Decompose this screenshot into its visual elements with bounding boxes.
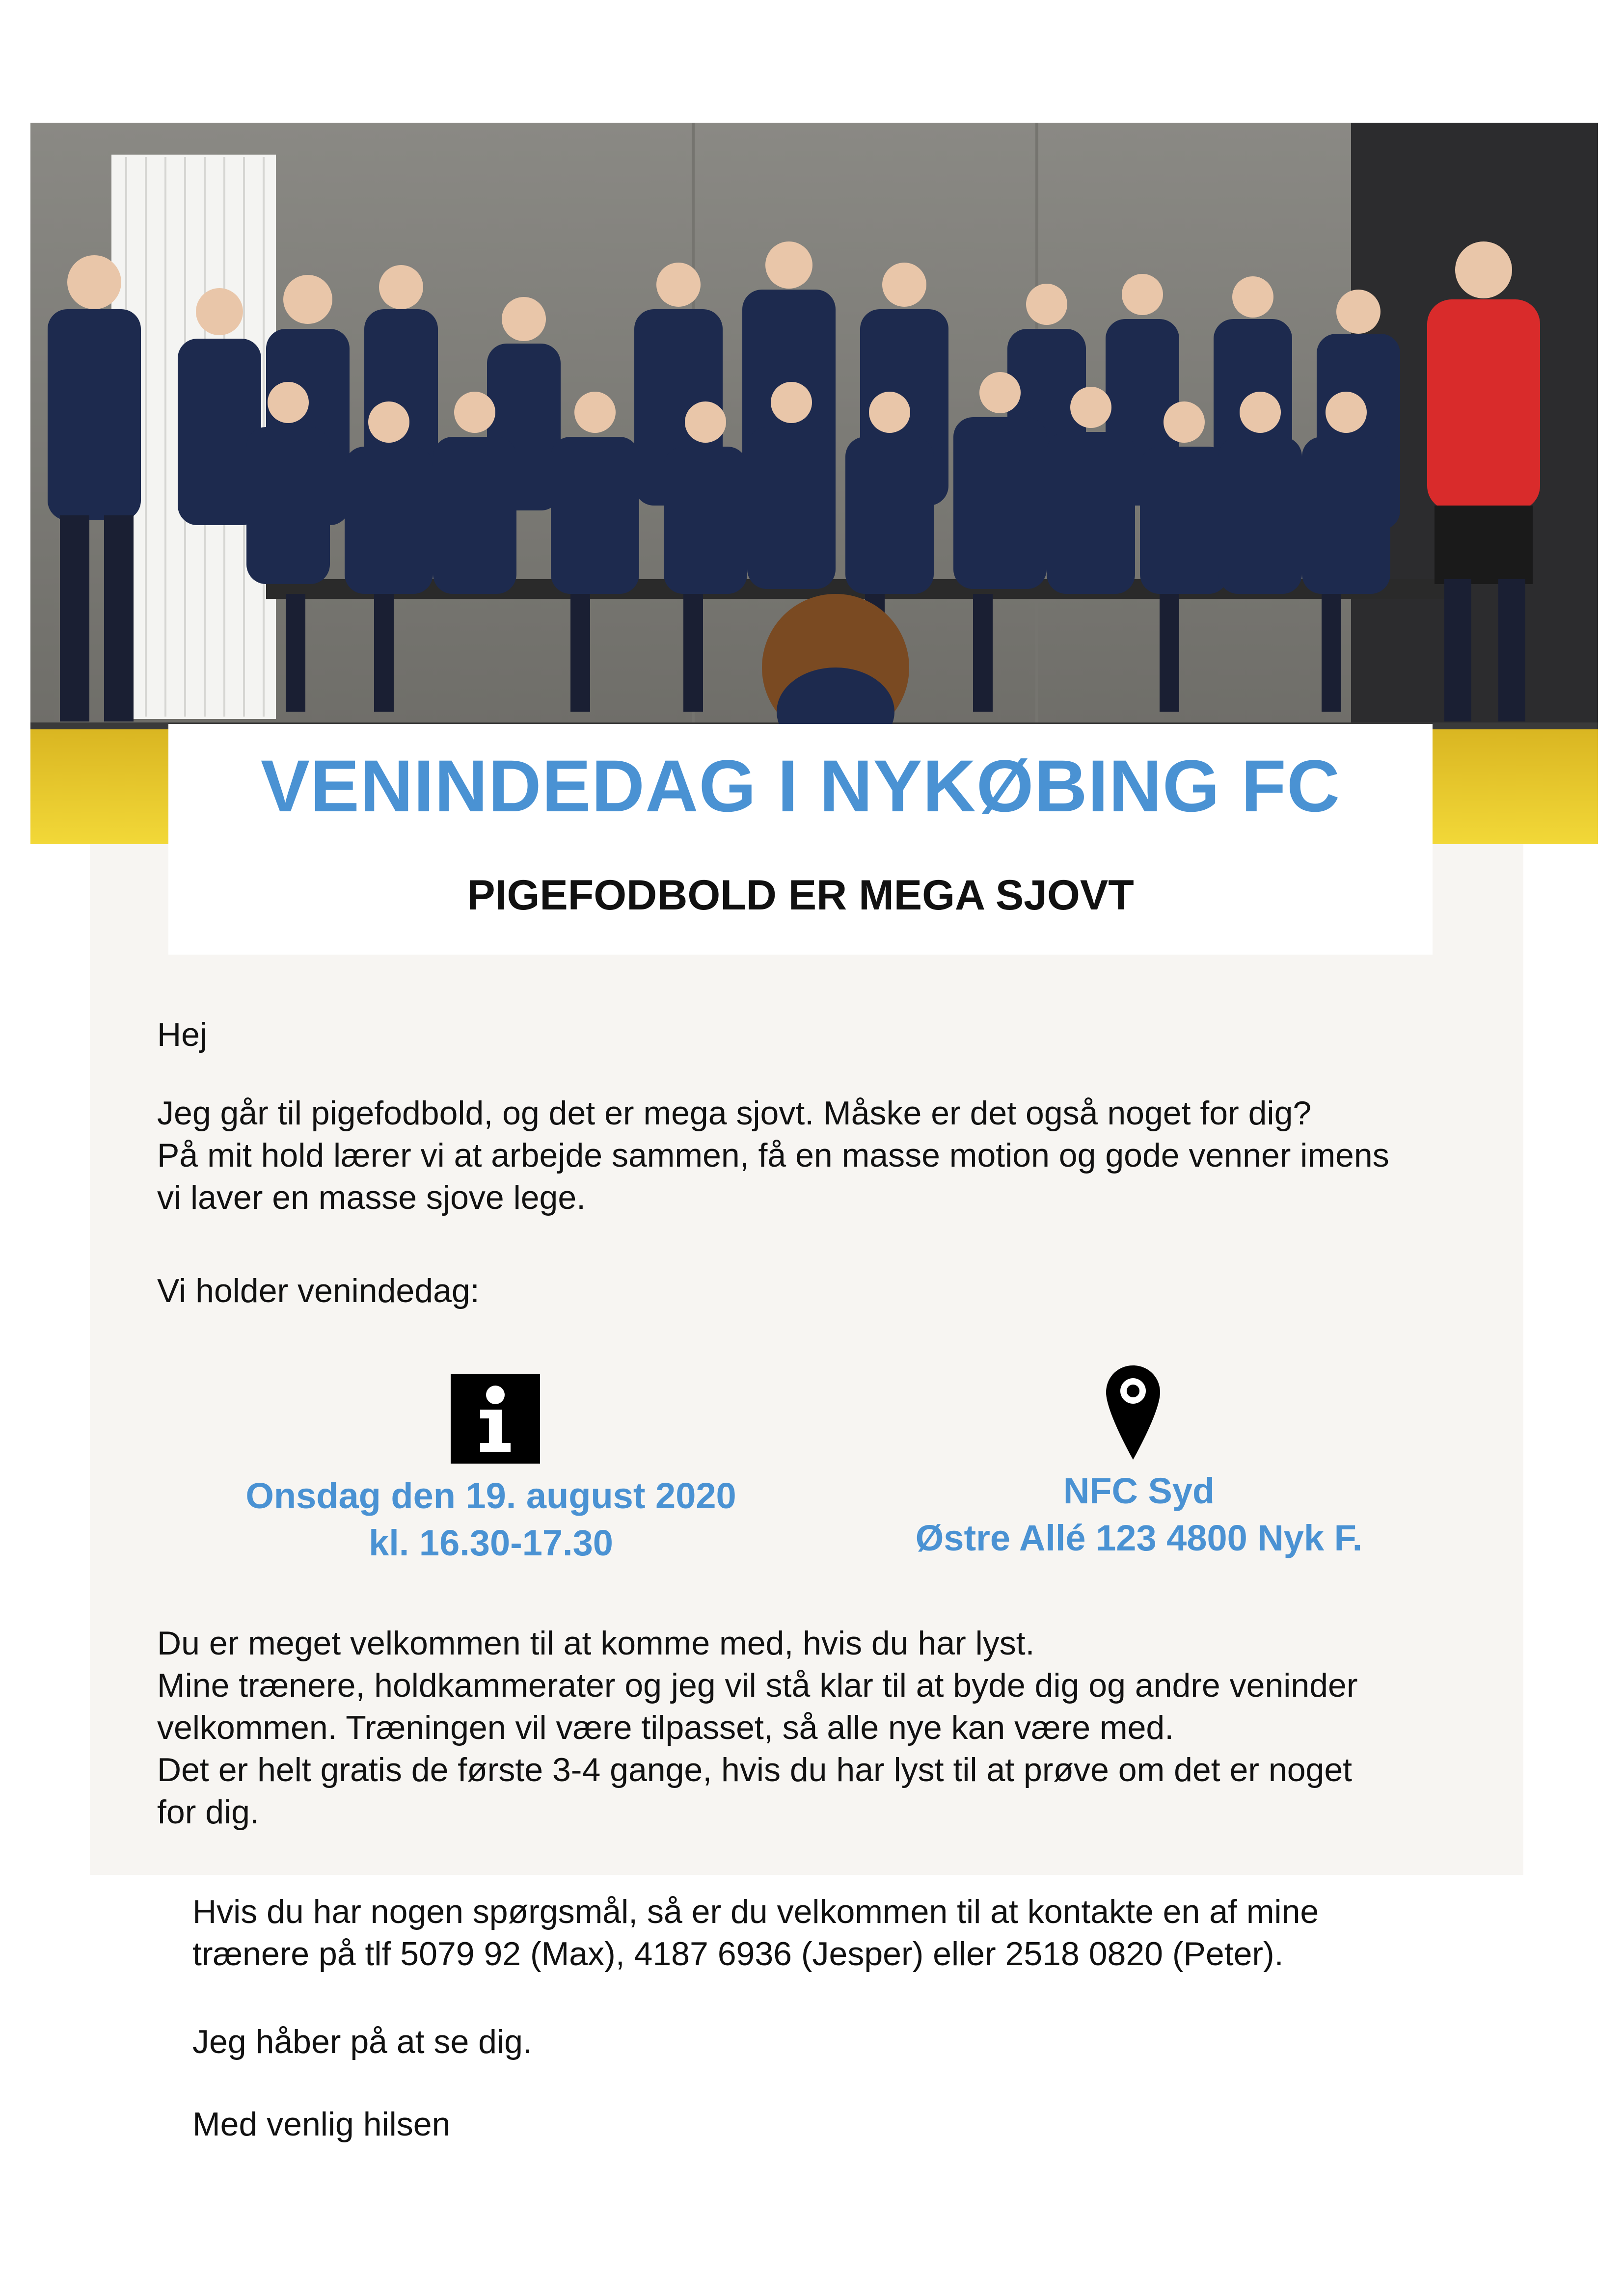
welcome-line: velkommen. Træningen vil være tilpasset, så alle nye kan være med. bbox=[157, 1709, 1174, 1746]
location-pin-icon bbox=[1106, 1365, 1160, 1460]
event-info bbox=[196, 1472, 785, 1567]
page-title: VENINDEDAG I NYKØBING FC bbox=[260, 745, 1341, 827]
info-icon bbox=[451, 1374, 540, 1464]
contact-line: trænere på tlf 5079 92 (Max), 4187 6936 (Jesper) eller 2518 0820 (Peter). bbox=[192, 1935, 1284, 1973]
greeting: Hej bbox=[157, 1016, 208, 1053]
intro-paragraph bbox=[157, 1092, 1389, 1219]
welcome-line: Det er helt gratis de første 3-4 gange, hvis du har lyst til at prøve om det er noget bbox=[157, 1751, 1353, 1789]
intro-line: Jeg går til pigefodbold, og det er mega sjovt. Måske er det også noget for dig? bbox=[157, 1095, 1312, 1132]
contact-line: Hvis du har nogen spørgsmål, så er du velkommen til at kontakte en af mine bbox=[192, 1893, 1319, 1930]
welcome-line: for dig. bbox=[157, 1793, 259, 1831]
location-name: NFC Syd bbox=[1063, 1470, 1215, 1511]
location-address: Østre Allé 123 4800 Nyk F. bbox=[915, 1518, 1363, 1558]
event-date: Onsdag den 19. august 2020 bbox=[245, 1475, 736, 1516]
location-info bbox=[844, 1468, 1434, 1562]
intro-line: På mit hold lærer vi at arbejde sammen, få en masse motion og gode venner imens bbox=[157, 1137, 1389, 1174]
page-subtitle: PIGEFODBOLD ER MEGA SJOVT bbox=[467, 872, 1134, 919]
intro-line: vi laver en masse sjove lege. bbox=[157, 1179, 586, 1216]
welcome-line: Du er meget velkommen til at komme med, hvis du har lyst. bbox=[157, 1625, 1035, 1662]
hope-line: Jeg håber på at se dig. bbox=[192, 2023, 532, 2060]
contact-paragraph bbox=[192, 1891, 1319, 1975]
lead-in: Vi holder venindedag: bbox=[157, 1272, 480, 1309]
welcome-paragraph bbox=[157, 1622, 1357, 1833]
event-time: kl. 16.30-17.30 bbox=[369, 1522, 613, 1563]
welcome-line: Mine trænere, holdkammerater og jeg vil stå klar til at byde dig og andre veninder bbox=[157, 1667, 1358, 1704]
signoff: Med venlig hilsen bbox=[192, 2106, 451, 2143]
title-box bbox=[168, 724, 1433, 955]
